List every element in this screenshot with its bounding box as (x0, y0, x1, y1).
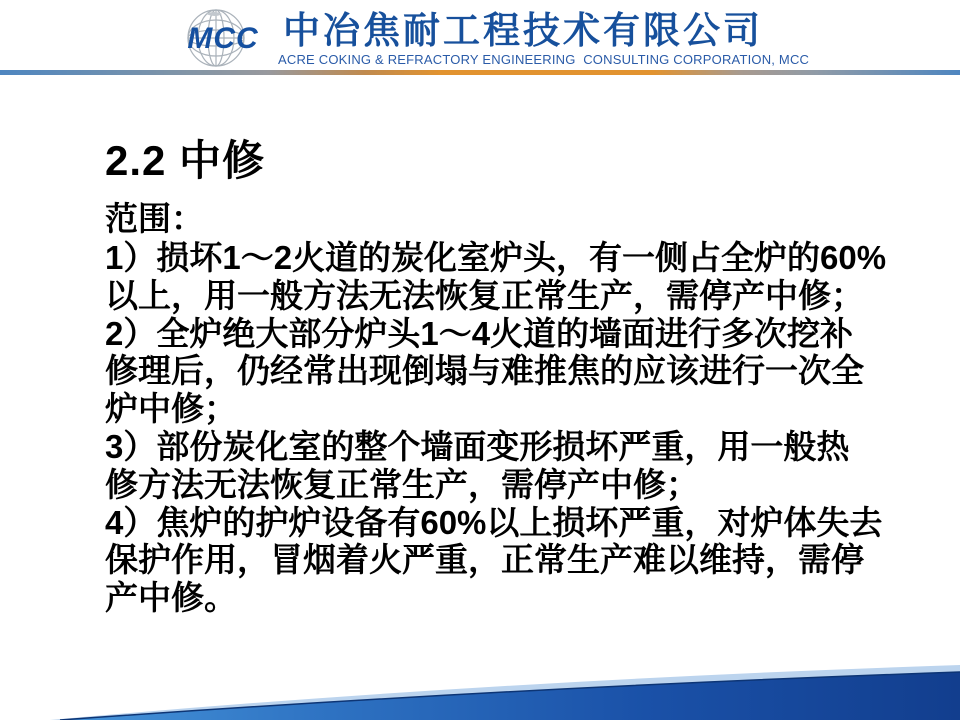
body-line: 炉中修； (105, 390, 237, 428)
scope-label: 范围： (105, 200, 204, 237)
body-line: 修理后，仍经常出现倒塌与难推焦的应该进行一次全 (105, 352, 864, 390)
body-line: 产中修。 (105, 579, 237, 617)
slide-title: 2.2 中修 (105, 137, 266, 184)
body-line: 1）损坏1～2火道的炭化室炉头，有一侧占全炉的60% (105, 239, 887, 276)
body-line: 修方法无法恢复正常生产，需停产中修； (105, 465, 699, 503)
body-line: 4）焦炉的护炉设备有60%以上损坏严重，对炉体失去 (105, 503, 883, 541)
body-line: 3）部份炭化室的整个墙面变形损坏严重，用一般热 (105, 427, 850, 465)
body-text-block (105, 239, 885, 617)
slide-header (0, 0, 960, 70)
header-divider-rule (0, 70, 960, 75)
body-line: 保护作用，冒烟着火严重，正常生产难以维持，需停 (105, 541, 864, 579)
bottom-swoosh-graphic (0, 620, 960, 720)
mcc-logo-text: MCC (187, 22, 259, 55)
body-line: 2）全炉绝大部分炉头1～4火道的墙面进行多次挖补 (105, 314, 854, 352)
company-name-english: ACRE COKING & REFRACTORY ENGINEERING CONSULTING CORPORATION, MCC (278, 52, 810, 67)
body-line: 以上，用一般方法无法恢复正常生产，需停产中修； (105, 276, 864, 314)
company-name-chinese: 中冶焦耐工程技术有限公司 (283, 10, 763, 51)
